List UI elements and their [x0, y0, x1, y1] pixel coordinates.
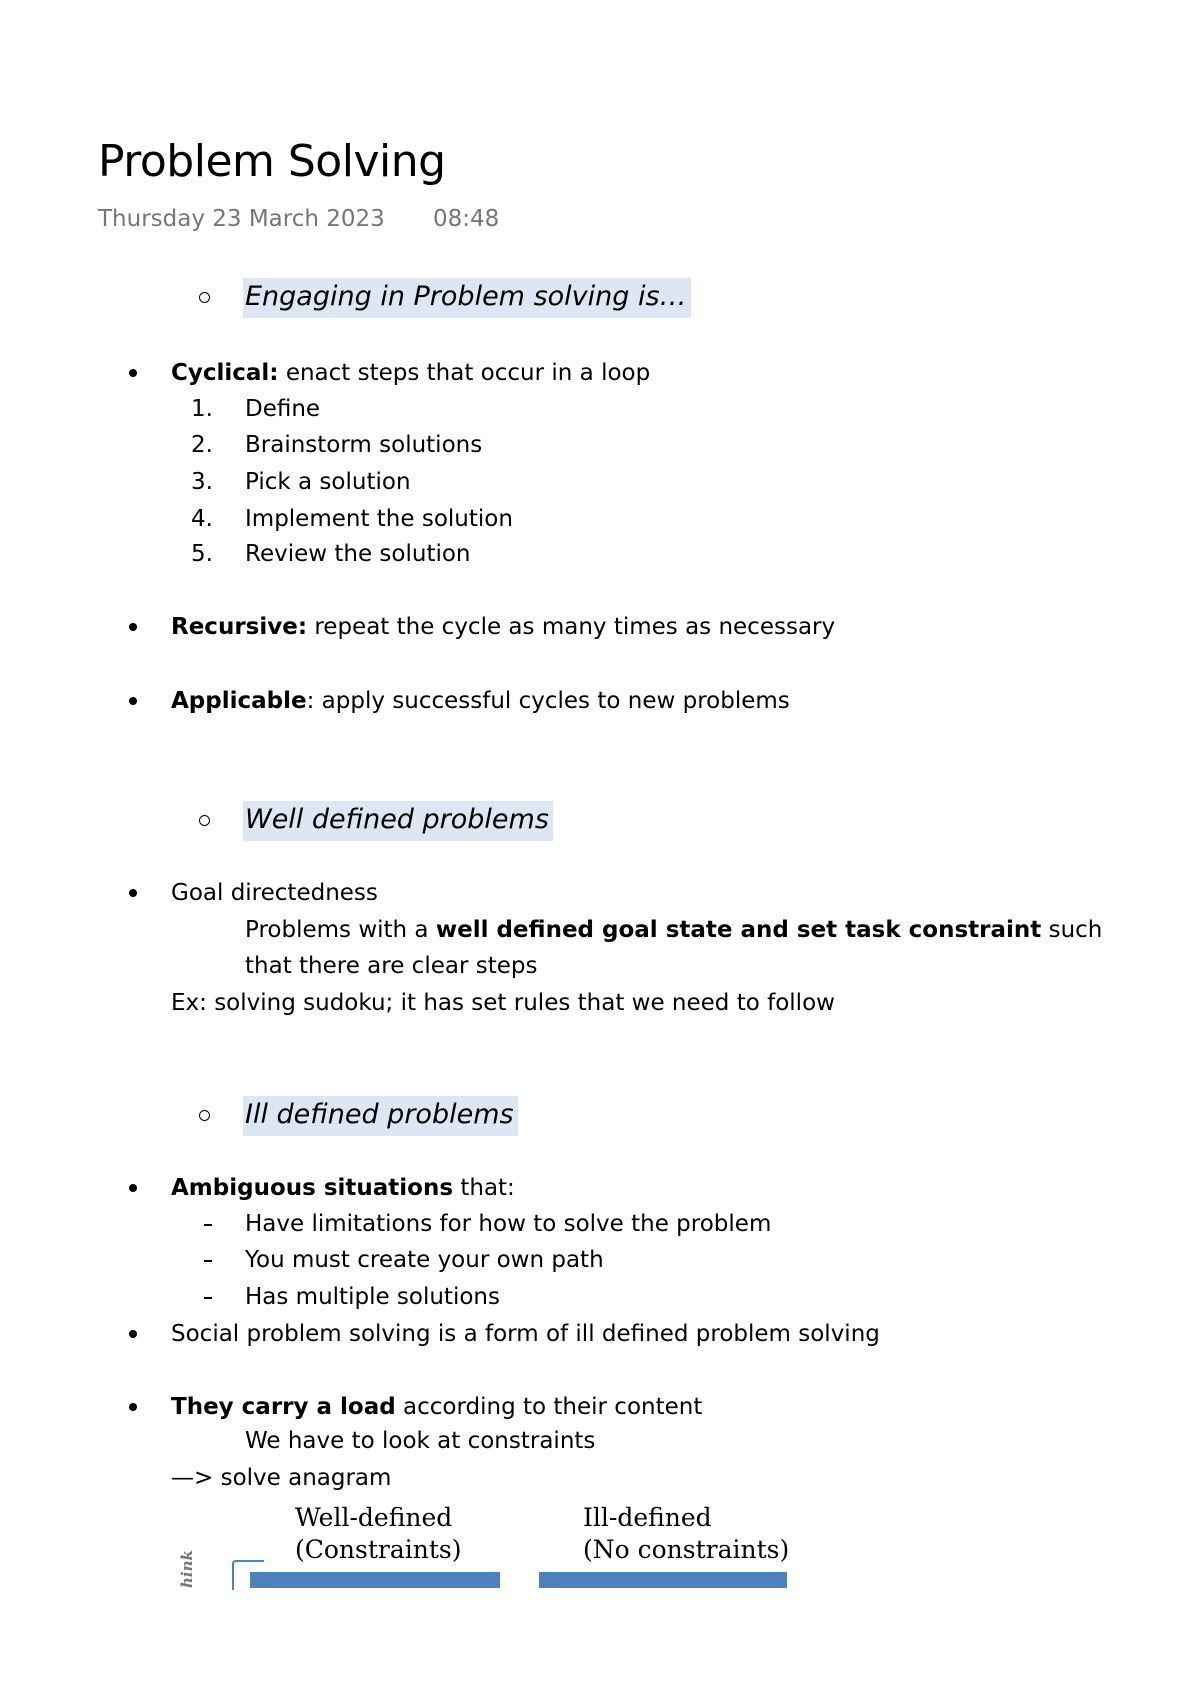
step-number: 3.	[191, 469, 213, 495]
step-text: Review the solution	[245, 541, 471, 567]
line1-post: such	[1041, 917, 1103, 943]
anagram-line: —> solve anagram	[171, 1465, 392, 1491]
bullet-icon	[129, 697, 137, 705]
dash-item: Have limitations for how to solve the problem	[245, 1211, 772, 1237]
goal-directedness: Goal directedness	[171, 880, 378, 906]
figure-right-label-1: Ill-defined	[583, 1503, 712, 1532]
section-heading-engaging: Engaging in Problem solving is…	[243, 278, 691, 318]
example-line: Ex: solving sudoku; it has set rules that we need to follow	[171, 990, 835, 1016]
applicable-line	[171, 686, 790, 716]
figure-left-label-2: (Constraints)	[295, 1535, 462, 1564]
figure-right-label-2: (No constraints)	[583, 1535, 790, 1564]
page-title: Problem Solving	[98, 136, 446, 187]
dash-bullet-icon	[204, 1224, 212, 1226]
figure-side-text: hink	[178, 1550, 196, 1588]
bullet-icon	[129, 623, 137, 631]
circle-bullet-icon	[199, 815, 210, 826]
applicable-text: : apply successful cycles to new problems	[306, 688, 790, 714]
bullet-icon	[129, 1330, 137, 1338]
circle-bullet-icon	[199, 292, 210, 303]
cyclical-line	[171, 358, 650, 388]
figure-bar-right	[539, 1572, 787, 1588]
cyclical-text: enact steps that occur in a loop	[278, 360, 651, 386]
figure-left-label-1: Well-defined	[295, 1503, 453, 1532]
constraints-line: We have to look at constraints	[245, 1428, 596, 1454]
step-number: 1.	[191, 396, 213, 422]
bullet-icon	[129, 1403, 137, 1411]
step-number: 4.	[191, 506, 213, 532]
ambiguous-term: Ambiguous situations	[171, 1175, 454, 1201]
social-line: Social problem solving is a form of ill defined problem solving	[171, 1321, 880, 1347]
ambiguous-line	[171, 1173, 515, 1203]
bullet-icon	[129, 369, 137, 377]
load-line	[171, 1392, 702, 1422]
section-heading-ill-defined: Ill defined problems	[243, 1096, 518, 1136]
step-number: 2.	[191, 432, 213, 458]
circle-bullet-icon	[199, 1110, 210, 1121]
cyclical-term: Cyclical:	[171, 360, 279, 386]
line1-pre: Problems with a	[245, 917, 436, 943]
well-defined-line-1	[245, 915, 1102, 945]
well-defined-line-2: that there are clear steps	[245, 953, 538, 979]
date-label: Thursday 23 March 2023	[98, 206, 385, 232]
step-number: 5.	[191, 541, 213, 567]
load-term: They carry a load	[171, 1394, 396, 1420]
figure-bar-left	[250, 1572, 500, 1588]
step-text: Pick a solution	[245, 469, 411, 495]
recursive-term: Recursive:	[171, 614, 308, 640]
recursive-text: repeat the cycle as many times as necessary	[307, 614, 836, 640]
dash-bullet-icon	[204, 1297, 212, 1299]
bullet-icon	[129, 889, 137, 897]
load-text: according to their content	[395, 1394, 703, 1420]
applicable-term: Applicable	[171, 688, 307, 714]
time-label: 08:48	[433, 206, 500, 232]
dash-item: You must create your own path	[245, 1247, 604, 1273]
dash-bullet-icon	[204, 1260, 212, 1262]
ambiguous-text: that:	[453, 1175, 515, 1201]
bullet-icon	[129, 1184, 137, 1192]
recursive-line	[171, 612, 835, 642]
section-heading-well-defined: Well defined problems	[243, 801, 553, 841]
step-text: Define	[245, 396, 321, 422]
step-text: Brainstorm solutions	[245, 432, 483, 458]
step-text: Implement the solution	[245, 506, 513, 532]
dash-item: Has multiple solutions	[245, 1284, 500, 1310]
line1-bold: well defined goal state and set task constraint	[435, 917, 1042, 943]
